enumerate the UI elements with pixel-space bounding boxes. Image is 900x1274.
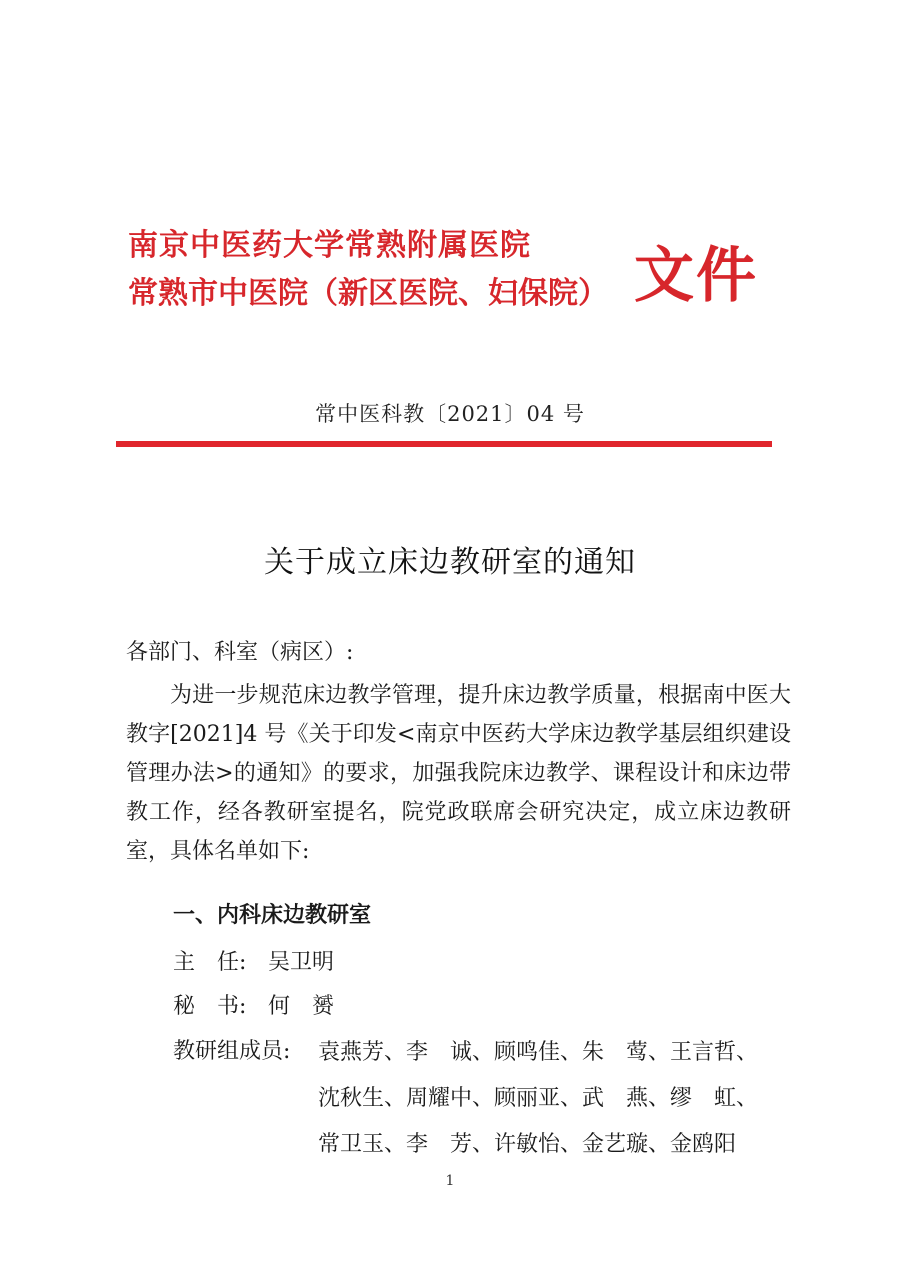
members-line: 袁燕芳、李 诚、顾鸣佳、朱 莺、王言哲、 [318, 1040, 759, 1065]
section-heading: 一、内科床边教研室 [173, 903, 372, 928]
document-type-label: 文件 [634, 241, 758, 311]
org-name-line2: 常熟市中医院（新区医院、妇保院） [128, 276, 608, 311]
letterhead [128, 218, 788, 318]
director-name: 吴卫明 [268, 950, 335, 975]
document-number: 常中医科教〔2021〕04 号 [315, 402, 585, 426]
secretary-label: 秘 书: [173, 994, 247, 1019]
members-line: 沈秋生、周耀中、顾丽亚、武 燕、缪 虹、 [318, 1086, 759, 1111]
document-title: 关于成立床边教研室的通知 [264, 545, 636, 580]
members-list [318, 1030, 798, 1168]
members-label: 教研组成员: [173, 1039, 291, 1064]
red-divider [116, 441, 772, 447]
director-label: 主 任: [173, 950, 247, 975]
body-paragraph: 为进一步规范床边教学管理，提升床边教学质量，根据南中医大教字[2021]4 号《关于印发<南京中医药大学床边教学基层组织建设管理办法>的通知》的要求，加强我院床边教学、课程设计和床边带教工作，经各教研室提名，院党政联席会研究决定，成立床边教研室，具体名单如下: [126, 683, 791, 864]
page-number: 1 [445, 1173, 455, 1189]
members-line: 常卫玉、李 芳、许敏怡、金艺璇、金鸥阳 [318, 1132, 737, 1157]
salutation: 各部门、科室（病区）: [126, 640, 354, 665]
body-text [126, 676, 791, 871]
secretary-name: 何 赟 [268, 994, 335, 1019]
org-name-line1: 南京中医药大学常熟附属医院 [128, 228, 531, 263]
